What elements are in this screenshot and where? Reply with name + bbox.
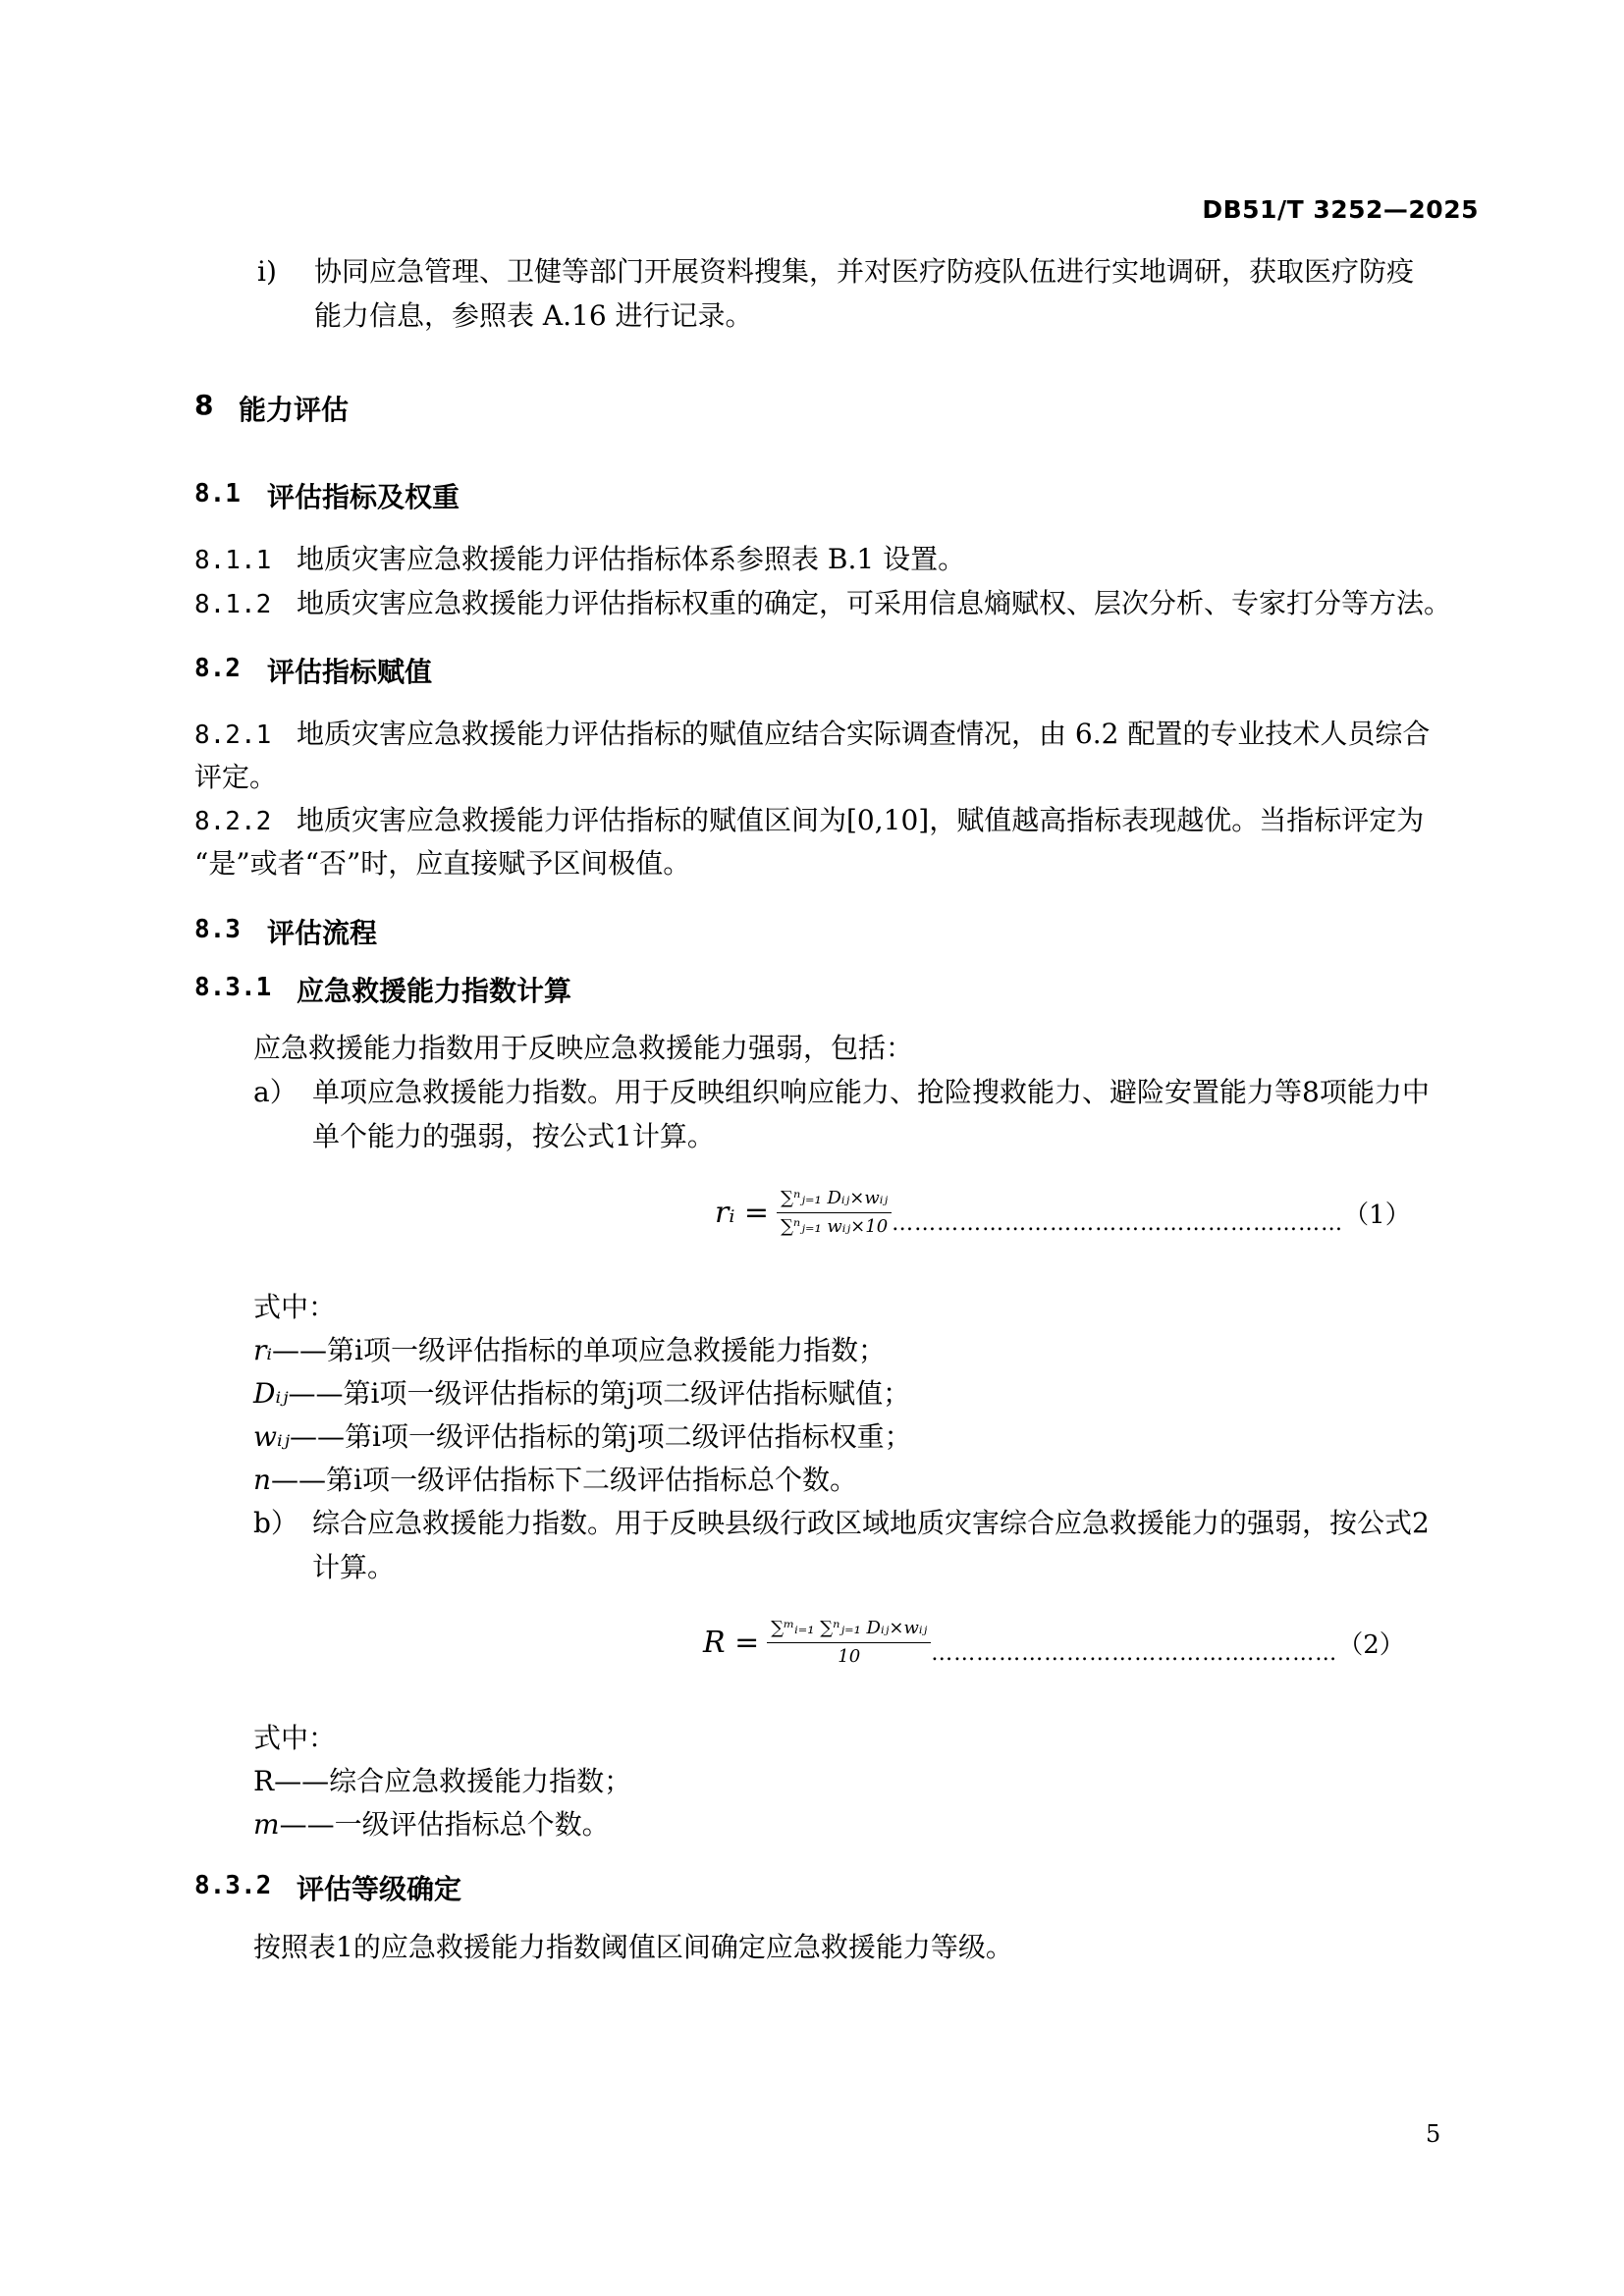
- definition-text: ——第i项一级评估指标的单项应急救援能力指数；: [272, 1334, 886, 1366]
- clause-8-1-1-text: 地质灾害应急救援能力评估指标体系参照表 B.1 设置。: [297, 543, 966, 575]
- section-8-3-number: 8.3: [194, 915, 241, 944]
- list-label-a: a）: [253, 1076, 298, 1108]
- clause-8-1-1-number: 8.1.1: [194, 546, 272, 575]
- definition-symbol: rᵢ: [253, 1334, 273, 1366]
- definition-w-ij: [253, 1415, 912, 1459]
- list-item-b-line2: 计算。: [312, 1551, 396, 1583]
- formula-1-denominator: ∑ⁿⱼ₌₁ wᵢⱼ×10: [781, 1216, 889, 1237]
- formula-1-numerator: ∑ⁿⱼ₌₁ Dᵢⱼ×wᵢⱼ: [777, 1188, 892, 1213]
- section-8-2-title: 评估指标赋值: [267, 656, 433, 688]
- definition-symbol: Dᵢⱼ: [253, 1377, 289, 1410]
- formula-1-fraction: [777, 1188, 892, 1238]
- formula-1: [715, 1188, 1411, 1238]
- formula-1-leader-dots: ……………………………………………………: [892, 1211, 1344, 1236]
- definition-symbol: wᵢⱼ: [253, 1420, 290, 1453]
- clause-8-1-2-number: 8.1.2: [194, 590, 272, 619]
- definition-symbol: R: [253, 1765, 275, 1797]
- definition-R: [253, 1760, 631, 1803]
- section-8-2-number: 8.2: [194, 654, 241, 683]
- formula-2-equation-number: （2）: [1337, 1630, 1405, 1660]
- section-8-number: 8: [194, 389, 214, 421]
- clause-8-2-1-number: 8.2.1: [194, 721, 272, 750]
- definition-symbol: m: [253, 1808, 280, 1841]
- section-8-3-title: 评估流程: [267, 917, 378, 949]
- section-8-3-2-number: 8.3.2: [194, 1871, 272, 1900]
- section-8-3-1-number: 8.3.1: [194, 973, 272, 1002]
- final-paragraph: 按照表1的应急救援能力指数阈值区间确定应急救援能力等级。: [253, 1931, 1013, 1963]
- clause-8-2-1-line2: 评定。: [194, 761, 278, 793]
- definition-d-ij: [253, 1372, 910, 1415]
- list-label-b: b）: [253, 1507, 298, 1539]
- definition-symbol: n: [253, 1464, 272, 1496]
- where-2-label: 式中：: [253, 1722, 337, 1754]
- clause-8-2-2-line2: “是”或者“否”时，应直接赋予区间极值。: [194, 847, 691, 880]
- definition-r-i: [253, 1329, 886, 1372]
- list-item-b-line1: 综合应急救援能力指数。用于反映县级行政区域地质灾害综合应急救援能力的强弱，按公式2: [312, 1507, 1430, 1539]
- definition-n: [253, 1459, 857, 1502]
- list-item-i-line1: 协同应急管理、卫健等部门开展资料搜集，并对医疗防疫队伍进行实地调研，获取医疗防疫: [314, 255, 1415, 288]
- section-8-title: 能力评估: [239, 394, 350, 426]
- formula-1-lhs: rᵢ =: [715, 1196, 770, 1230]
- definition-text: ——综合应急救援能力指数；: [274, 1765, 632, 1797]
- definition-text: ——一级评估指标总个数。: [279, 1808, 610, 1841]
- list-label-i: i): [257, 255, 277, 288]
- section-8-3-2-title: 评估等级确定: [297, 1873, 462, 1905]
- clause-8-2-2-number: 8.2.2: [194, 807, 272, 836]
- formula-2-numerator: ∑ᵐᵢ₌₁ ∑ⁿⱼ₌₁ Dᵢⱼ×wᵢⱼ: [767, 1618, 931, 1643]
- formula-2-lhs: R =: [703, 1626, 760, 1660]
- definition-text: ——第i项一级评估指标下二级评估指标总个数。: [271, 1464, 858, 1496]
- section-8-1-title: 评估指标及权重: [267, 481, 460, 513]
- section-8-1-number: 8.1: [194, 479, 241, 508]
- list-item-a-line2: 单个能力的强弱，按公式1计算。: [312, 1120, 715, 1152]
- clause-8-1-2-text: 地质灾害应急救援能力评估指标权重的确定，可采用信息熵赋权、层次分析、专家打分等方法。: [297, 587, 1452, 619]
- formula-2-fraction: [767, 1618, 931, 1668]
- formula-2-leader-dots: ………………………………………………: [931, 1641, 1338, 1666]
- formula-2-denominator: 10: [838, 1646, 861, 1667]
- definition-text: ——第i项一级评估指标的第j项二级评估指标赋值；: [288, 1377, 911, 1410]
- intro-paragraph: 应急救援能力指数用于反映应急救援能力强弱，包括：: [253, 1032, 914, 1064]
- document-id-header: DB51/T 3252—2025: [1202, 195, 1479, 224]
- page-number: 5: [1426, 2120, 1441, 2148]
- definition-m: [253, 1803, 610, 1846]
- where-1-label: 式中：: [253, 1291, 337, 1323]
- clause-8-2-1-line1: 地质灾害应急救援能力评估指标的赋值应结合实际调查情况，由 6.2 配置的专业技术人员综合: [297, 718, 1431, 750]
- section-8-3-1-title: 应急救援能力指数计算: [297, 975, 572, 1007]
- formula-1-equation-number: （1）: [1343, 1201, 1411, 1230]
- list-item-a-line1: 单项应急救援能力指数。用于反映组织响应能力、抢险搜救能力、避险安置能力等8项能力中: [312, 1076, 1430, 1108]
- definition-text: ——第i项一级评估指标的第j项二级评估指标权重；: [290, 1420, 912, 1453]
- formula-2: [703, 1618, 1405, 1668]
- list-item-i-line2: 能力信息，参照表 A.16 进行记录。: [314, 299, 753, 332]
- clause-8-2-2-line1: 地质灾害应急救援能力评估指标的赋值区间为[0,10]，赋值越高指标表现越优。当指标评定为: [297, 804, 1425, 836]
